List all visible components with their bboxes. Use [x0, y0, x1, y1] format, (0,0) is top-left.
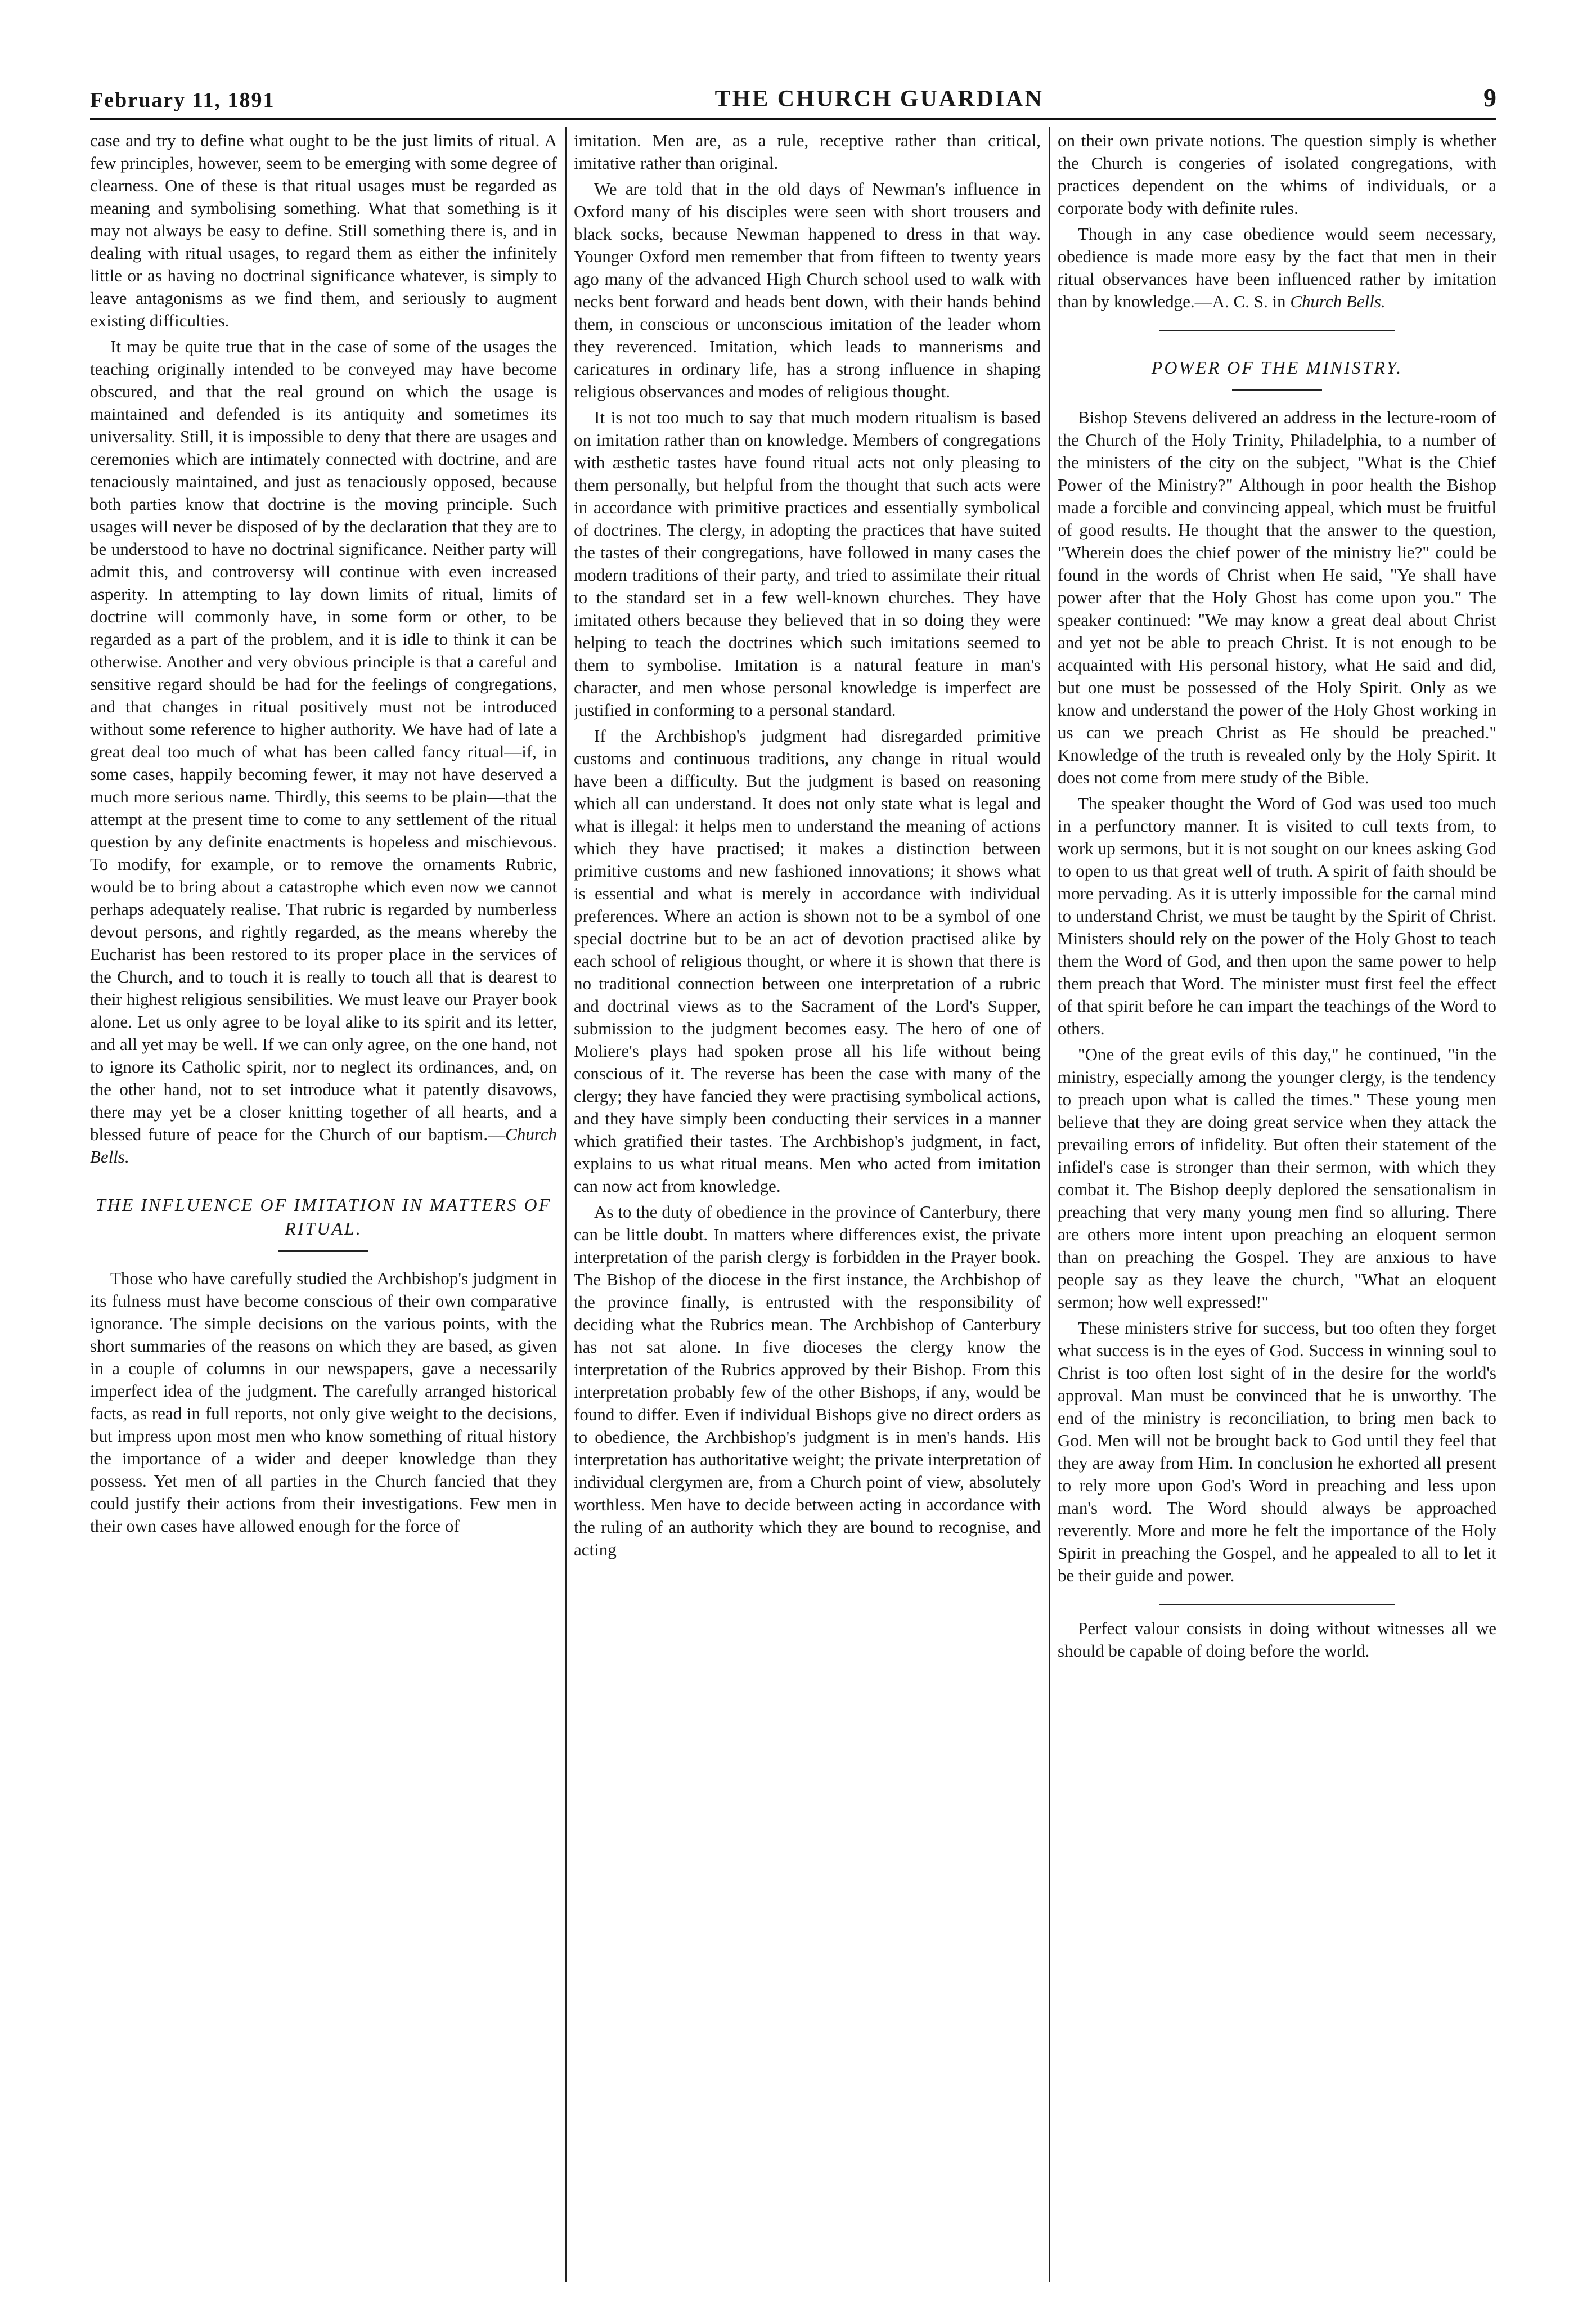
article-heading: POWER OF THE MINISTRY.: [1151, 357, 1403, 378]
article-paragraph: These ministers strive for success, but too often they forget what success is in the eyes of God. Success in winning soul to Christ is too often lost sight of in the desire for the world's approval. Man must be convinced that he is unworthy. The end of the ministry is reconciliation, to bring men back to God. Men will not be brought back to God until they feel that they are away from Him. In conclusion he exhorted all present to rely more upon God's Word in preaching and less upon man's word. The Word should always be approached reverently. More and more he felt the importance of the Holy Spirit in preaching the Gospel, and he appealed to all to let it be their guide and power.: [1058, 1318, 1496, 1585]
divider: [1159, 330, 1395, 331]
article-paragraph: on their own private notions. The question simply is whether the Church is congeries of isolated congregations, with practices dependent on the whims of individuals, or a corporate body with definite rules.: [1058, 131, 1496, 218]
article-paragraph: Bishop Stevens delivered an address in the lecture-room of the Church of the Holy Trinity, Philadelphia, to a number of the ministers of the city on the subject, "What is the Chief Power of the Ministry?" Although in poor health the Bishop made a forcible and convincing appeal, which must be fruitful of good results. He thought that the answer to the question, "Wherein does the chief power of the ministry lie?" could be found in the words of Christ when He said, "Ye shall have power after that the Holy Ghost has come upon you." The speaker continued: "We may know a great deal about Christ and yet not be able to preach Christ. It is not enough to be acquainted with His personal history, what He said and did, but one must be possessed of the Holy Spirit. Only as we know and understand the power of the Holy Ghost working in us can we preach Christ as He should be preached." Knowledge of the truth is revealed only by the Holy Spirit. It does not come from mere study of the Bible.: [1058, 407, 1496, 787]
article-paragraph: case and try to define what ought to be the just limits of ritual. A few principles, however, seem to be emerging with some degree of clearness. One of these is that ritual usages must be regarded as meaning and symbolising something. What that something is it may not always be easy to define. Still something there is, and in dealing with ritual usages, to regard them as either the infinitely little or as having no doctrinal significance whatever, is simply to leave antagonisms as we find them, and seriously to augment existing difficulties.: [90, 131, 557, 330]
article-paragraph: The speaker thought the Word of God was used too much in a perfunctory manner. It is visited to cull texts from, to work up sermons, but it is not sought on our knees asking God to open to us that great well of truth. A spirit of faith should be more pervading. As it is utterly impossible for the carnal mind to understand Christ, we must be taught by the Spirit of Christ. Ministers should rely on the power of the Holy Ghost to teach them the Word of God, and then upon the same power to help them preach that Word. The minister must first feel the effect of that spirit before he can impart the teachings of the Word to others.: [1058, 793, 1496, 1038]
article-paragraph: It is not too much to say that much modern ritualism is based on imitation rather than on knowledge. Members of congregations with æsthetic tastes have found ritual acts not only pleasing to them personally, but helpful from the thought that such acts were in accordance with primitive practices and essentially symbolical of doctrines. The clergy, in adopting the practices that have suited the tastes of their congregations, have followed in many cases the modern traditions of their party, and tried to assimilate their ritual to the standard set in a few well-known churches. They have imitated others because they believed that in so doing they were helping to teach the doctrines which such imitations seemed to them to symbolise. Imitation is a natural feature in man's character, and men whose personal knowledge is imperfect are justified in conforming to a personal standard.: [574, 407, 1041, 720]
article-heading: THE INFLUENCE OF IMITATION IN MATTERS OF RITUAL.: [95, 1195, 552, 1239]
article-paragraph: It may be quite true that in the case of some of the usages the teaching originally intended to be conveyed may have become obscured, and that the real ground on which the usage is maintained and defended is its antiquity and sometimes its universality. Still, it is impossible to deny that there are usages and ceremonies which are intimately connected with doctrine, and are tenaciously maintained, and just as tenaciously opposed, because both parties know that doctrine is the moving principle. Such usages will never be disposed of by the declaration that they are to be understood to have no doctrinal significance. Neither party will admit this, and controversy will continue with even increased asperity. In attempting to lay down limits of ritual, limits of doctrine will commonly have, in some form or other, to be regarded as a part of the problem, and it is idle to think it can be otherwise. Another and very obvious principle is that a careful and sensitive regard should be had for the feelings of congregations, and that changes in ritual positively must not be introduced without some reference to higher authority. We have had of late a great deal too much of what has been called fancy ritual—if, in some cases, happily becoming fewer, it may not have deserved a much more serious name. Thirdly, this seems to be plain—that the attempt at the present time to come to any settlement of the ritual question by any definite enactments is hopeless and mischievous. To modify, for example, or to remove the ornaments Rubric, would be to bring about a catastrophe which even now we cannot perhaps adequately realise. That rubric is regarded by numberless devout persons, and rightly regarded, as the means whereby the Eucharist has been restored to its proper place in the services of the Church, and to touch it is really to touch all that is dearest to their highest religious sensibilities. We must leave our Prayer book alone. Let us only agree to be loyal alike to its spirit and its letter, and all yet may be well. If we can only agree, on the one hand, not to ignore its Catholic spirit, nor to neglect its ordinances, and, on the other hand, not to set introduce what it patently disavows, there may yet be a closer knitting together of all hearts, and a blessed future of peace for the Church of our baptism.—Church Bells.: [90, 337, 557, 1167]
article-paragraph: Perfect valour consists in doing without witnesses all we should be capable of doing before the world.: [1058, 1618, 1496, 1661]
column-divider: [1049, 127, 1050, 2282]
divider: [1232, 389, 1322, 391]
column-1: [90, 129, 557, 2290]
article-paragraph: Though in any case obedience would seem necessary, obedience is made more easy by the fact that men in their ritual observances have been influenced rather by imitation than by knowledge.—A. C. S. in Church Bells.: [1058, 224, 1496, 311]
page-header: [90, 79, 1496, 120]
column-2: [574, 129, 1041, 2290]
column-divider: [565, 127, 567, 2282]
issue-date: February 11, 1891: [90, 88, 275, 112]
divider: [1159, 1604, 1395, 1605]
source-credit: Church Bells.: [1290, 291, 1386, 311]
divider: [278, 1250, 368, 1252]
article-paragraph: "One of the great evils of this day," he continued, "in the ministry, especially among the younger clergy, is the tendency to preach upon what is called the times." These young men believe that they are doing great service when they attack the prevailing errors of infidelity. But often their statement of the infidel's case is stronger than their sermon, with which they combat it. The Bishop deeply deplored the sensationalism in preaching that very many young men find so alluring. There are others more intent upon preaching an eloquent sermon than on preaching the Gospel. They are anxious to have people say as they leave the church, "What an eloquent sermon; how well expressed!": [1058, 1044, 1496, 1312]
newspaper-title: THE CHURCH GUARDIAN: [714, 86, 1044, 112]
page-number: 9: [1483, 83, 1496, 112]
column-3: [1058, 129, 1496, 2290]
article-paragraph: If the Archbishop's judgment had disregarded primitive customs and continuous traditions, any change in ritual would have been a difficulty. But the judgment is based on reasoning which all can understand. It does not only state what is legal and what is illegal: it helps men to understand the meaning of actions which they have practised; it makes a distinction between primitive customs and new fashioned innovations; it shows what is essential and what is merely in accordance with individual preferences. Where an action is shown not to be a symbol of one special doctrine but to be an act of devotion practised alike by each school of religious thought, or where it is shown that there is no traditional connection between one interpretation of a rubric and doctrinal views as to the Sacrament of the Lord's Supper, submission to the judgment becomes easy. The hero of one of Moliere's plays had spoken prose all his life without being conscious of it. The reverse has been the case with many of the clergy; they have fancied they were practising symbolical actions, and they have simply been conducting their services in a manner which gratified their tastes. The Archbishop's judgment, in fact, explains to us what ritual means. Men who acted from imitation can now act from knowledge.: [574, 726, 1041, 1196]
article-paragraph: Those who have carefully studied the Archbishop's judgment in its fulness must have become conscious of their own comparative ignorance. The simple decisions on the various points, with the short summaries of the reasons on which they are based, as given in a couple of columns in our newspapers, gave a necessarily imperfect idea of the judgment. The carefully arranged historical facts, as read in full reports, not only give weight to the decisions, but impress upon most men who know something of ritual history the importance of a wider and deeper knowledge than they possess. Yet men of all parties in the Church fancied that they could justify their actions from their investigations. Few men in their own cases have allowed enough for the force of: [90, 1268, 557, 1536]
article-paragraph: imitation. Men are, as a rule, receptive rather than critical, imitative rather than original.: [574, 131, 1041, 173]
article-paragraph: We are told that in the old days of Newman's influence in Oxford many of his disciples were seen with short trousers and black socks, because Newman happened to dress in that way. Younger Oxford men remember that from fifteen to twenty years ago many of the advanced High Church school used to walk with necks bent forward and heads bent down, with their hands behind them, in conscious or unconscious imitation of the leader whom they reverenced. Imitation, which leads to mannerisms and caricatures in ordinary life, has a strong influence in shaping religious observances and modes of religious thought.: [574, 179, 1041, 401]
source-credit: Church Bells.: [90, 1124, 557, 1167]
article-paragraph: As to the duty of obedience in the province of Canterbury, there can be little doubt. In matters where differences exist, the private interpretation of the parish clergy is forbidden in the Prayer book. The Bishop of the diocese in the first instance, the Archbishop of the province finally, is entrusted with the responsibility of deciding what the Rubrics mean. The Archbishop of Canterbury has not sat alone. In five dioceses the clergy know the interpretation of the Rubrics approved by their Bishop. From this interpretation probably few of the other Bishops, if any, would be found to differ. Even if individual Bishops give no direct orders as to obedience, the Archbishop's judgment is in men's hands. His interpretation has authoritative weight; the private interpretation of individual clergymen are, from a Church point of view, absolutely worthless. Men have to decide between acting in accordance with the ruling of an authority which they are bound to recognise, and acting: [574, 1202, 1041, 1559]
